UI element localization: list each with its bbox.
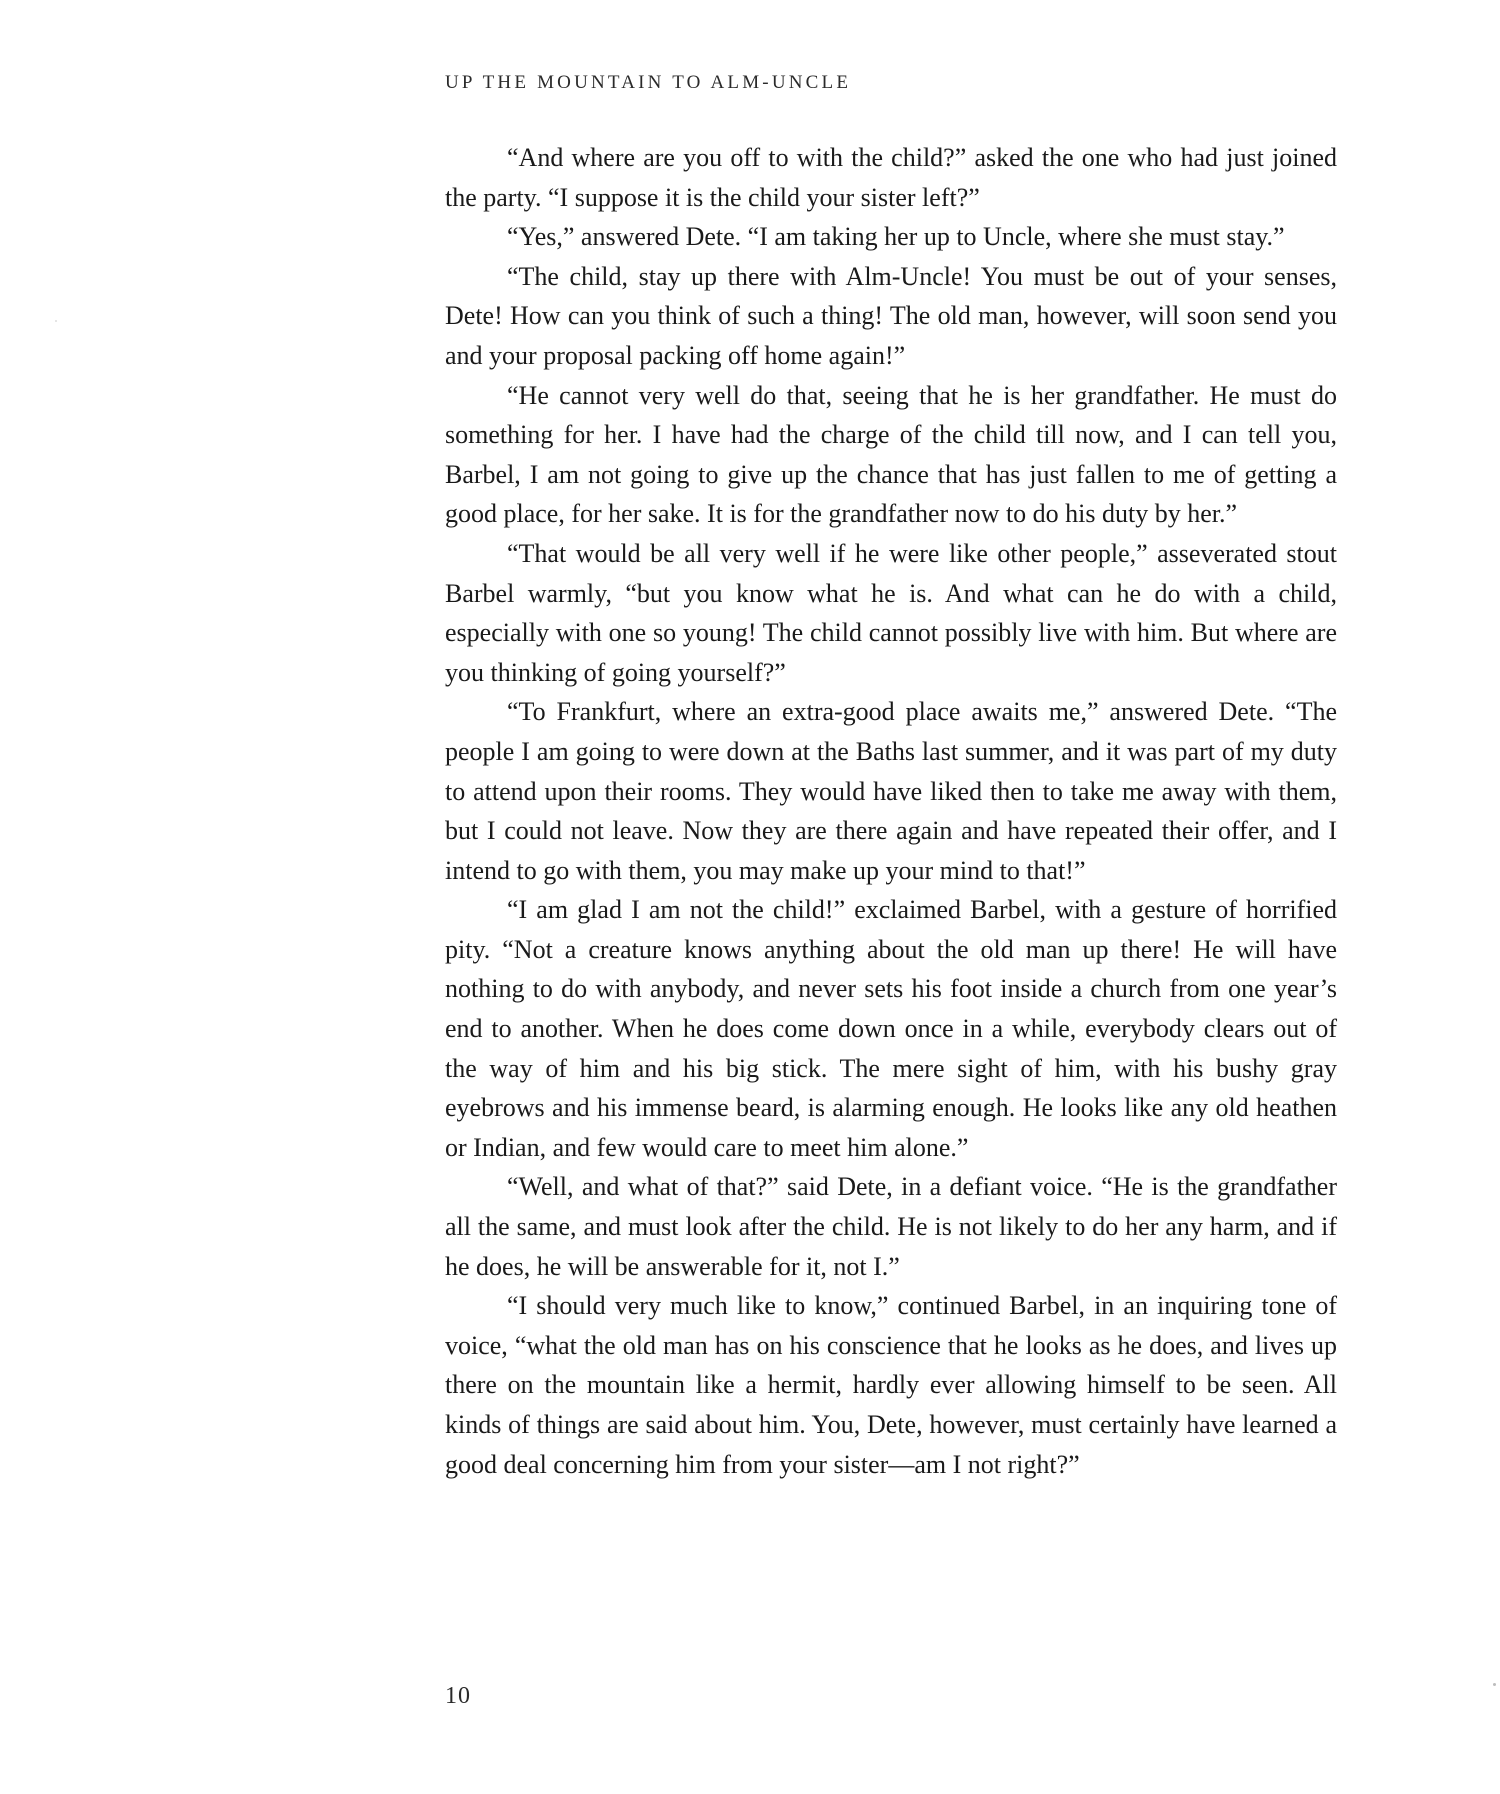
paragraph: “He cannot very well do that, seeing that he is her grandfather. He must do something for her. I have had the charge of the child till now, and I can tell you, Barbel, I am not going to give up the chance that has just fallen to me of getting a good place, for her sake. It is for the grandfather now to do his duty by her.” bbox=[445, 380, 1337, 529]
paragraph: “I should very much like to know,” continued Barbel, in an inquiring tone of voice, “what the old man has on his conscience that he looks as he does, and lives up there on the mountain like a hermit, hardly ever allowing himself to be seen. All kinds of things are said about him. You, Dete, however, must certainly have learned a good deal concerning him from your sister—am I not right?” bbox=[445, 1291, 1337, 1479]
paragraph: “Well, and what of that?” said Dete, in a defiant voice. “He is the grandfather all the same, and must look after the child. He is not likely to do her any harm, and if he does, he will be answerable for it, not I.” bbox=[445, 1172, 1337, 1281]
scan-speck bbox=[1493, 1683, 1496, 1686]
page-number: 10 bbox=[445, 1683, 471, 1709]
running-head: UP THE MOUNTAIN TO ALM-UNCLE bbox=[445, 72, 852, 93]
paragraph: “The child, stay up there with Alm-Uncle! You must be out of your senses, Dete! How can you think of such a thing! The old man, however, will soon send you and your proposal packing off home again!” bbox=[445, 261, 1337, 370]
paragraph: “And where are you off to with the child?” asked the one who had just joined the party. “I suppose it is the child your sister left?” bbox=[445, 143, 1337, 212]
paragraph: “I am glad I am not the child!” exclaimed Barbel, with a gesture of horrified pity. “Not a creature knows anything about the old man up there! He will have nothing to do with anybody, and never sets his foot inside a church from one year’s end to another. When he does come down once in a while, everybody clears out of the way of him and his big stick. The mere sight of him, with his bushy gray eyebrows and his immense beard, is alarming enough. He looks like any old heathen or Indian, and few would care to meet him alone.” bbox=[445, 895, 1337, 1162]
paragraph: “Yes,” answered Dete. “I am taking her up to Uncle, where she must stay.” bbox=[507, 222, 1285, 252]
paragraph: “That would be all very well if he were like other people,” asseverated stout Barbel warmly, “but you know what he is. And what can he do with a child, especially with one so young! The child cannot possibly live with him. But where are you thinking of going yourself?” bbox=[445, 538, 1337, 687]
scan-speck bbox=[55, 320, 57, 322]
body-text bbox=[445, 138, 1337, 1484]
paragraph: “To Frankfurt, where an extra-good place awaits me,” answered Dete. “The people I am going to were down at the Baths last summer, and it was part of my duty to attend upon their rooms. They would have liked then to take me away with them, but I could not leave. Now they are there again and have repeated their offer, and I intend to go with them, you may make up your mind to that!” bbox=[445, 697, 1337, 885]
